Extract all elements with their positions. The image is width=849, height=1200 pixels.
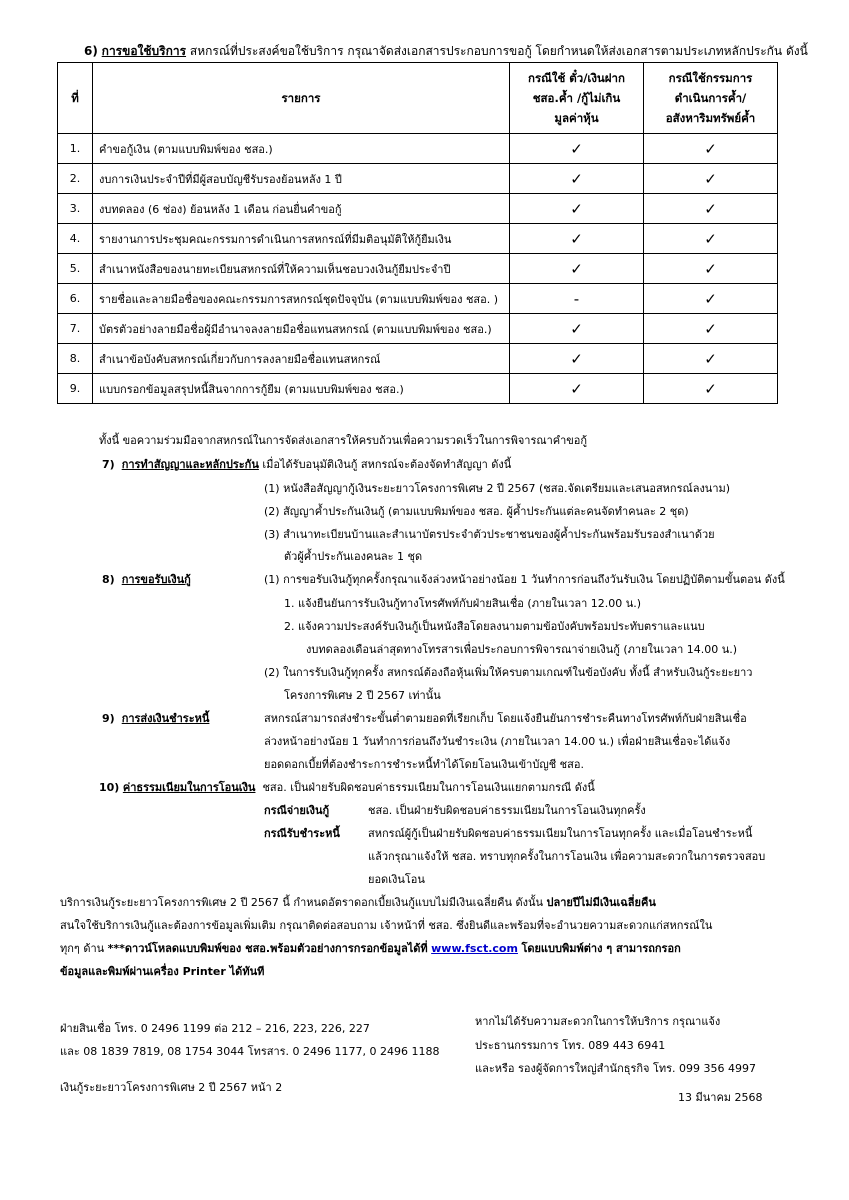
after-table-note: ทั้งนี้ ขอความร่วมมือจากสหกรณ์ในการจัดส่งเอกสารให้ครบถ้วนเพื่อความรวดเร็วในการพิจารณาคำขอกู้: [99, 434, 588, 447]
check-icon: ✓: [644, 224, 778, 254]
dash-mark: -: [510, 284, 644, 314]
table-row: [58, 134, 778, 164]
section-9-line: ยอดดอกเบี้ยที่ต้องชำระการชำระหนี้ทำได้โดยโอนเงินเข้าบัญชี ชสอ.: [264, 758, 584, 771]
check-icon: ✓: [644, 284, 778, 314]
row-item: สำเนาหนังสือของนายทะเบียนสหกรณ์ที่ให้ความเห็นชอบวงเงินกู้ยืมประจำปี: [93, 254, 510, 284]
check-icon: ✓: [510, 164, 644, 194]
section-7-line: [102, 455, 511, 473]
section-10-line: [99, 778, 595, 796]
case-1-label: กรณีจ่ายเงินกู้: [264, 804, 330, 817]
section-7-item: (1) หนังสือสัญญากู้เงินระยะยาวโครงการพิเศษ 2 ปี 2567 (ชสอ.จัดเตรียมและเสนอสหกรณ์ลงนาม): [264, 482, 731, 495]
complaint-contact: หากไม่ได้รับความสะดวกในการให้บริการ กรุณาแจ้ง: [475, 1015, 721, 1028]
table-header-row: [58, 63, 778, 134]
credit-department-contact: และ 08 1839 7819, 08 1754 3044 โทรสาร. 0 2496 1177, 0 2496 1188: [60, 1045, 440, 1058]
section-7-item: (3) สำเนาทะเบียนบ้านและสำเนาบัตรประจำตัวประชาชนของผู้ค้ำประกันพร้อมรับรองสำเนาด้วย: [264, 528, 715, 541]
row-item: งบทดลอง (6 ช่อง) ย้อนหลัง 1 เดือน ก่อนยื่นคำขอกู้: [93, 194, 510, 224]
check-icon: ✓: [644, 194, 778, 224]
section-8-number: 8): [102, 573, 115, 586]
header-no: ที่: [58, 63, 93, 134]
row-item: รายงานการประชุมคณะกรรมการดำเนินการสหกรณ์ที่มีมติอนุมัติให้กู้ยืมเงิน: [93, 224, 510, 254]
row-item: คำขอกู้เงิน (ตามแบบพิมพ์ของ ชสอ.): [93, 134, 510, 164]
section-7-item: (2) สัญญาค้ำประกันเงินกู้ (ตามแบบพิมพ์ของ ชสอ. ผู้ค้ำประกันแต่ละคนจัดทำคนละ 2 ชุด): [264, 505, 689, 518]
complaint-contact: ประธานกรรมการ โทร. 089 443 6941: [475, 1039, 666, 1052]
row-item: บัตรตัวอย่างลายมือชื่อผู้มีอำนาจลงลายมือชื่อแทนสหกรณ์ (ตามแบบพิมพ์ของ ชสอ.): [93, 314, 510, 344]
row-item: สำเนาข้อบังคับสหกรณ์เกี่ยวกับการลงลายมือชื่อแทนสหกรณ์: [93, 344, 510, 374]
section-7-heading: การทำสัญญาและหลักประกัน: [121, 458, 259, 471]
header-col1-line: ชสอ.ค้ำ /กู้ไม่เกิน: [532, 91, 621, 105]
check-icon: ✓: [644, 314, 778, 344]
complaint-contact: และหรือ รองผู้จัดการใหญ่สำนักธุรกิจ โทร. 099 356 4997: [475, 1062, 756, 1075]
section-9-line: สหกรณ์สามารถส่งชำระขั้นต่ำตามยอดที่เรียกเก็บ โดยแจ้งยืนยันการชำระคืนทางโทรศัพท์กับฝ่ายสินเชื่อ: [264, 712, 747, 725]
download-note-end: ข้อมูลและพิมพ์ผ่านเครื่อง Printer ได้ทันที: [60, 965, 265, 978]
row-number: 2.: [58, 164, 93, 194]
section-9-line: ล่วงหน้าอย่างน้อย 1 วันทำการก่อนถึงวันชำระเงิน (ภายในเวลา 14.00 น.) เพื่อฝ่ายสินเชื่อจะได้แจ้ง: [264, 735, 731, 748]
section-8-heading-line: [102, 570, 191, 588]
interest-note-bold: ปลายปีไม่มีเงินเฉลี่ยคืน: [546, 896, 656, 909]
interest-note: [60, 893, 656, 911]
section-10-text: ชสอ. เป็นฝ่ายรับผิดชอบค่าธรรมเนียมในการโอนเงินแยกตามกรณี ดังนี้: [262, 781, 595, 794]
header-col2: [644, 63, 778, 134]
row-item: แบบกรอกข้อมูลสรุปหนี้สินจากการกู้ยืม (ตามแบบพิมพ์ของ ชสอ.): [93, 374, 510, 404]
section-9-heading-line: [102, 709, 209, 727]
check-icon: ✓: [644, 374, 778, 404]
check-icon: ✓: [510, 374, 644, 404]
page-footer: เงินกู้ระยะยาวโครงการพิเศษ 2 ปี 2567 หน้า 2: [60, 1081, 283, 1094]
case-2-text: แล้วกรุณาแจ้งให้ ชสอ. ทราบทุกครั้งในการโอนเงิน เพื่อความสะดวกในการตรวจสอบ: [368, 850, 766, 863]
document-requirements-table: [57, 62, 778, 404]
row-number: 8.: [58, 344, 93, 374]
section-9-number: 9): [102, 712, 115, 725]
credit-department-contact: ฝ่ายสินเชื่อ โทร. 0 2496 1199 ต่อ 212 – 216, 223, 226, 227: [60, 1022, 370, 1035]
section-10-heading: ค่าธรรมเนียมในการโอนเงิน: [122, 781, 256, 794]
section-10-number: 10): [99, 781, 120, 794]
header-item: รายการ: [93, 63, 510, 134]
download-note-tail: โดยแบบพิมพ์ต่าง ๆ สามารถกรอก: [521, 942, 681, 955]
check-icon: ✓: [644, 134, 778, 164]
check-icon: ✓: [510, 254, 644, 284]
case-2-text: สหกรณ์ผู้กู้เป็นฝ่ายรับผิดชอบค่าธรรมเนียมในการโอนทุกครั้ง และเมื่อโอนชำระหนี้: [368, 827, 753, 840]
check-icon: ✓: [644, 254, 778, 284]
document-date: 13 มีนาคม 2568: [678, 1091, 763, 1104]
table-row: [58, 374, 778, 404]
row-number: 3.: [58, 194, 93, 224]
header-col1: [510, 63, 644, 134]
table-row: [58, 314, 778, 344]
row-number: 7.: [58, 314, 93, 344]
row-number: 9.: [58, 374, 93, 404]
website-link[interactable]: www.fsct.com: [431, 942, 518, 955]
section-9-heading: การส่งเงินชำระหนี้: [121, 712, 210, 725]
section-8-step: 1. แจ้งยืนยันการรับเงินกู้ทางโทรศัพท์กับฝ่ายสินเชื่อ (ภายในเวลา 12.00 น.): [284, 597, 642, 610]
section-8-line: (2) ในการรับเงินกู้ทุกครั้ง สหกรณ์ต้องถือหุ้นเพิ่มให้ครบตามเกณฑ์ในข้อบังคับ ทั้งนี้ สำหรับเงินกู้ระยะยาว: [264, 666, 753, 679]
section-6-heading: การขอใช้บริการ: [101, 44, 187, 58]
row-number: 4.: [58, 224, 93, 254]
check-icon: ✓: [510, 194, 644, 224]
section-8-step: 2. แจ้งความประสงค์รับเงินกู้เป็นหนังสือโดยลงนามตามข้อบังคับพร้อมประทับตราและแนบ: [284, 620, 705, 633]
case-1-text: ชสอ. เป็นฝ่ายรับผิดชอบค่าธรรมเนียมในการโอนเงินทุกครั้ง: [368, 804, 646, 817]
check-icon: ✓: [510, 344, 644, 374]
row-number: 5.: [58, 254, 93, 284]
table-row: [58, 164, 778, 194]
check-icon: ✓: [510, 314, 644, 344]
check-icon: ✓: [510, 134, 644, 164]
table-row: [58, 344, 778, 374]
row-number: 6.: [58, 284, 93, 314]
section-6-text: สหกรณ์ที่ประสงค์ขอใช้บริการ กรุณาจัดส่งเอกสารประกอบการขอกู้ โดยกำหนดให้ส่งเอกสารตามประเภทหลักประกัน ดังนี้: [189, 44, 808, 58]
check-icon: ✓: [644, 164, 778, 194]
section-6-line: [84, 42, 808, 61]
section-7-text: เมื่อได้รับอนุมัติเงินกู้ สหกรณ์จะต้องจัดทำสัญญา ดังนี้: [262, 458, 512, 471]
case-2-label: กรณีรับชำระหนี้: [264, 827, 340, 840]
header-col2-line: อสังหาริมทรัพย์ค้ำ: [665, 111, 756, 125]
row-item: งบการเงินประจำปีที่มีผู้สอบบัญชีรับรองย้อนหลัง 1 ปี: [93, 164, 510, 194]
check-icon: ✓: [644, 344, 778, 374]
header-col2-line: กรณีใช้กรรมการ: [668, 71, 753, 85]
section-8-heading: การขอรับเงินกู้: [121, 573, 191, 586]
section-7-item: ตัวผู้ค้ำประกันเองคนละ 1 ชุด: [284, 550, 423, 563]
table-row: [58, 194, 778, 224]
section-8-line: (1) การขอรับเงินกู้ทุกครั้งกรุณาแจ้งล่วงหน้าอย่างน้อย 1 วันทำการก่อนถึงวันรับเงิน โดยปฏิบัติตามขั้นตอน ดังนี้: [264, 573, 785, 586]
section-7-number: 7): [102, 458, 115, 471]
case-2-text: ยอดเงินโอน: [368, 873, 425, 886]
check-icon: ✓: [510, 224, 644, 254]
row-number: 1.: [58, 134, 93, 164]
section-8-line: โครงการพิเศษ 2 ปี 2567 เท่านั้น: [284, 689, 441, 702]
section-8-step: งบทดลองเดือนล่าสุดทางโทรสารเพื่อประกอบการพิจารณาจ่ายเงินกู้ (ภายในเวลา 14.00 น.): [306, 643, 738, 656]
section-6-number: 6): [84, 44, 98, 58]
table-row: [58, 254, 778, 284]
row-item: รายชื่อและลายมือชื่อของคณะกรรมการสหกรณ์ชุดปัจจุบัน (ตามแบบพิมพ์ของ ชสอ. ): [93, 284, 510, 314]
header-col1-line: มูลค่าหุ้น: [554, 111, 599, 125]
table-row: [58, 224, 778, 254]
contact-paragraph-line: [60, 939, 681, 957]
download-note: ***ดาวน์โหลดแบบพิมพ์ของ ชสอ.พร้อมตัวอย่างการกรอกข้อมูลได้ที่: [107, 942, 428, 955]
header-col2-line: ดำเนินการค้ำ/: [674, 91, 747, 105]
contact-paragraph-line: สนใจใช้บริการเงินกู้และต้องการข้อมูลเพิ่มเติม กรุณาติดต่อสอบถาม เจ้าหน้าที่ ชสอ. ซึ่งยินดีและพร้อมที่จะอำนวยความสะดวกแก่สหกรณ์ใน: [60, 919, 713, 932]
contact-paragraph-text: ทุกๆ ด้าน: [60, 942, 105, 955]
table-row: [58, 284, 778, 314]
interest-note-text: บริการเงินกู้ระยะยาวโครงการพิเศษ 2 ปี 2567 นี้ กำหนดอัตราดอกเบี้ยเงินกู้แบบไม่มีเงินเฉลี่ยคืน ดังนั้น: [60, 896, 544, 909]
header-col1-line: กรณีใช้ ตั๋ว/เงินฝาก: [528, 71, 625, 85]
